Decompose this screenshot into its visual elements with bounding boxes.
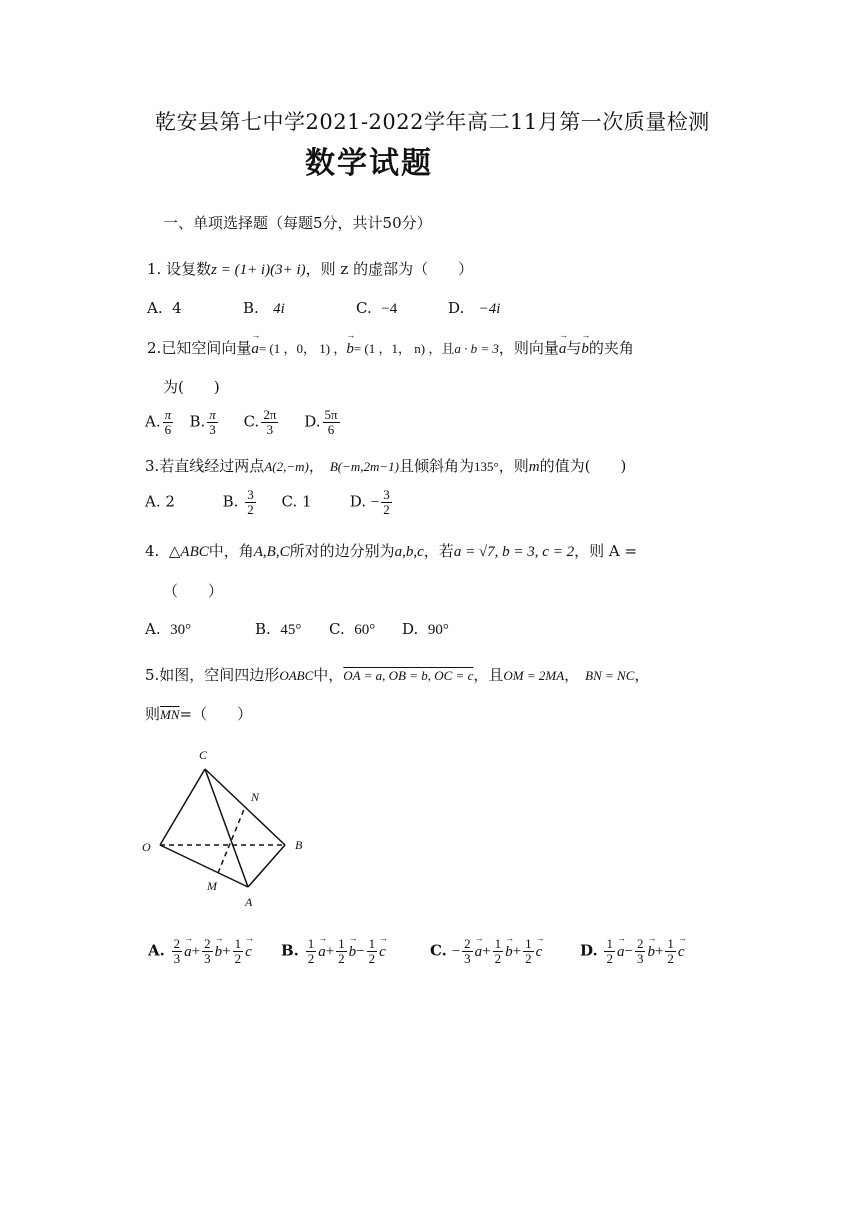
question-3: 3.若直线经过两点A(2,−m)， B(−m,2m−1)且倾斜角为135°，则m的值为( ) — [145, 457, 627, 475]
q1-option-d: D. −4i — [448, 299, 501, 317]
label-o: O — [142, 840, 151, 854]
q1-option-c: C. −4 — [356, 299, 398, 317]
vector-a: → a — [251, 341, 259, 358]
q5-line2: 则$\overline{MN}=$（ ） — [145, 705, 253, 723]
q1-option-a: A. 4 — [147, 299, 182, 317]
q1-formula: z = (1+ i)(3+ i) — [211, 262, 306, 278]
q4-option-a: A. 30° — [145, 620, 192, 638]
q5-given-vectors: OA = a, OB = b, OC = c — [343, 668, 474, 683]
question-2: 2.已知空间向量→ a= (1 ，0， 1) ，→ b= (1 ，1， n) ，且a · b = 3，则向量→ a与→ b的夹角 — [147, 337, 634, 358]
edge-cb — [205, 769, 285, 845]
q1-number: 1. — [147, 260, 162, 278]
q4-option-c: C. 60° — [329, 620, 376, 638]
q5-option-d: D. $\frac{1}{2}$ → a− $\frac{2}{3}$ → b+ $\frac{1}{2}$ → c — [580, 937, 685, 966]
question-5: 5.如图，空间四边形OABC中，OA = a, OB = b, OC = c，且OM = 2MA， BN = NC， — [145, 666, 650, 684]
q1-option-b: B. 4i — [243, 299, 285, 317]
q4-line2: （ ） — [163, 582, 224, 600]
q3-options: A. 2 B. $\frac{3}{2}$ C. 1 D. − $\frac{3}{2}$ — [145, 487, 390, 517]
label-b: B — [295, 838, 303, 852]
question-1 — [147, 258, 473, 279]
q2-line2: 为( ) — [163, 378, 220, 396]
question-4: 4. △ABC中，角A,B,C所对的边分别为a,b,c，若a = √7, b = 3, c = 2，则 A = — [145, 542, 638, 560]
tetrahedron-diagram — [135, 742, 325, 912]
label-n: N — [251, 790, 260, 804]
q4-option-b: B. 45° — [255, 620, 302, 638]
edge-oc — [160, 769, 205, 845]
q5-option-c: C. − $\frac{2}{3}$ → a+ $\frac{1}{2}$ → b+ $\frac{1}{2}$ → c — [430, 937, 542, 966]
section-heading: 一、单项选择题（每题5分，共计50分） — [163, 214, 432, 232]
q1-text: 设复数 — [166, 260, 212, 278]
q5-option-a: A. $\frac{2}{3}$ → a+ $\frac{2}{3}$ → b+ $\frac{1}{2}$ → c — [148, 937, 252, 966]
label-a: A — [245, 895, 253, 909]
edge-ab — [248, 845, 285, 887]
exam-title: 乾安县第七中学2021-2022学年高二11月第一次质量检测 — [155, 110, 710, 134]
q2-options: A. $\frac{\pi}{6}$ B. $\frac{\pi}{3}$ C. $\frac{2\pi}{3}$ D. $\frac{5\pi}{6}$ — [145, 407, 338, 437]
q5-option-b: B. $\frac{1}{2}$ → a+ $\frac{1}{2}$ → b− $\frac{1}{2}$ → c — [281, 937, 386, 966]
vector-mn: $\overline{MN}$ — [160, 707, 180, 722]
label-m: M — [207, 879, 217, 893]
subject-title: 数学试题 — [305, 146, 433, 181]
label-c: C — [199, 748, 208, 762]
tetrahedron-figure — [135, 742, 325, 916]
vector-b: → b — [346, 341, 354, 358]
q1-text-end: ，则 z 的虚部为（ ） — [305, 260, 474, 278]
q4-option-d: D. 90° — [402, 620, 449, 638]
dot-product: a · b = 3 — [454, 341, 499, 356]
